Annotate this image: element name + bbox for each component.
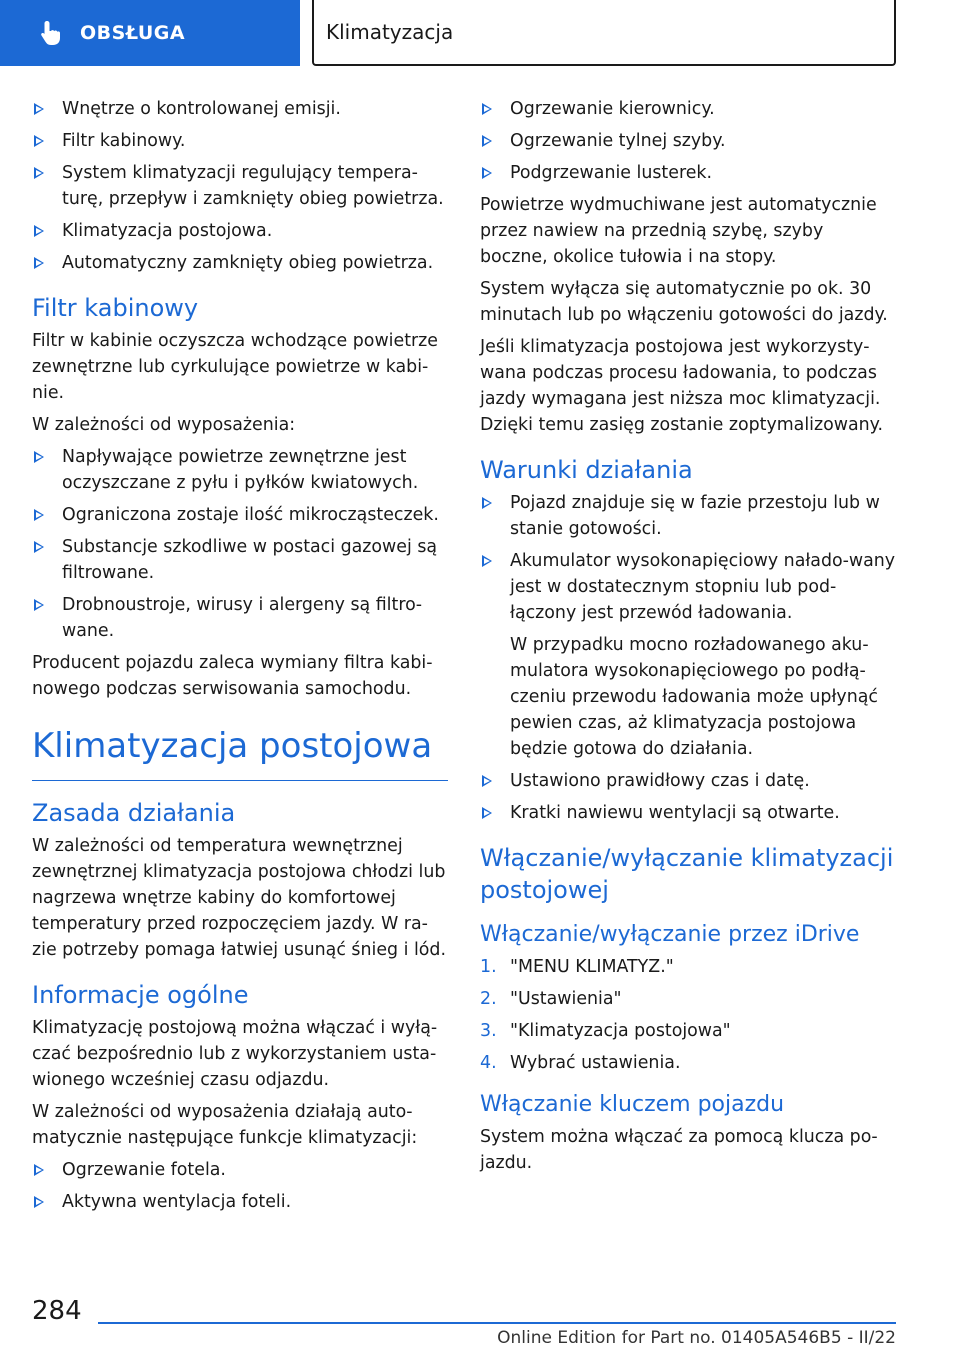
- paragraph: Powietrze wydmuchiwane jest automatycznie przez nawiew na przednią szybę, szyby boczne, okolice tułowia i na stopy.: [480, 195, 877, 267]
- bullet-triangle-icon: [34, 225, 44, 237]
- left-column: [32, 96, 448, 1221]
- heading-informacje-ogolne: Informacje ogólne: [32, 981, 249, 1009]
- list-item: 2. "Ustawienia": [480, 989, 622, 1009]
- bullet-triangle-icon: [34, 257, 44, 269]
- list-item: Ogrzewanie kierownicy.: [480, 96, 896, 122]
- list-item: Ogrzewanie tylnej szyby.: [480, 128, 896, 154]
- paragraph: Producent pojazdu zaleca wymiany filtra kabi‐nowego podczas serwisowania samochodu.: [32, 653, 433, 699]
- list-item: Aktywna wentylacja foteli.: [32, 1189, 448, 1215]
- right-column: [480, 96, 896, 1182]
- bullet-triangle-icon: [482, 497, 492, 509]
- numbered-list: [480, 954, 896, 1076]
- bullet-list: [480, 768, 896, 826]
- list-item: Drobnoustroje, wirusy i alergeny są filtro‐wane.: [32, 592, 448, 644]
- bullet-triangle-icon: [482, 775, 492, 787]
- list-item: Automatyczny zamknięty obieg powietrza.: [32, 250, 448, 276]
- list-item: Filtr kabinowy.: [32, 128, 448, 154]
- footer-divider: [98, 1322, 896, 1324]
- bullet-triangle-icon: [34, 103, 44, 115]
- edition-note: Online Edition for Part no. 01405A546B5 - II/22: [497, 1328, 896, 1348]
- paragraph: Filtr w kabinie oczyszcza wchodzące powietrze zewnętrzne lub cyrkulujące powietrze w kabi‐nie.: [32, 331, 438, 403]
- page-number: 284: [32, 1296, 82, 1326]
- list-item: Ustawiono prawidłowy czas i datę.: [480, 768, 896, 794]
- list-item: Klimatyzacja postojowa.: [32, 218, 448, 244]
- list-item: Ogrzewanie fotela.: [32, 1157, 448, 1183]
- list-item: Napływające powietrze zewnętrzne jest oczyszczane z pyłu i pyłków kwiatowych.: [32, 444, 448, 496]
- bullet-triangle-icon: [482, 167, 492, 179]
- list-item: System klimatyzacji regulujący tempera‐turę, przepływ i zamknięty obieg powietrza.: [32, 160, 448, 212]
- bullet-triangle-icon: [34, 541, 44, 553]
- heading-zasada-dzialania: Zasada działania: [32, 799, 236, 827]
- paragraph: Jeśli klimatyzacja postojowa jest wykorzysty‐wana podczas procesu ładowania, to podczas jazdy wymagana jest niższa moc klimatyzacji. Dzięki temu zasięg zostanie zoptymalizowany.: [480, 337, 884, 435]
- list-item: 4. Wybrać ustawienia.: [480, 1053, 681, 1073]
- heading-warunki-dzialania: Warunki działania: [480, 456, 693, 484]
- paragraph: System można włączać za pomocą klucza po‐jazdu.: [480, 1127, 878, 1173]
- heading-filtr-kabinowy: Filtr kabinowy: [32, 294, 199, 322]
- list-item: Ograniczona zostaje ilość mikrocząsteczek.: [32, 502, 448, 528]
- list-item: 3. "Klimatyzacja postojowa": [480, 1021, 731, 1041]
- indented-paragraph: W przypadku mocno rozładowanego aku‐mulatora wysokonapięciowego po podłą‐czeniu przewodu ładowania może upłynąć pewien czas, aż klimatyzacja postojowa będzie gotowa do działania.: [510, 635, 878, 759]
- heading-kluczem-pojazdu: Włączanie kluczem pojazdu: [480, 1092, 785, 1117]
- list-item: Substancje szkodliwe w postaci gazowej są filtrowane.: [32, 534, 448, 586]
- list-item: Kratki nawiewu wentylacji są otwarte.: [480, 800, 896, 826]
- heading-wlaczanie-klimatyzacji: Włączanie/wyłączanie klimatyzacji postojowej: [480, 844, 894, 904]
- list-item: Wnętrze o kontrolowanej emisji.: [32, 96, 448, 122]
- list-item: Pojazd znajduje się w fazie przestoju lub w stanie gotowości.: [480, 490, 896, 542]
- chapter-header: [312, 0, 896, 66]
- bullet-triangle-icon: [34, 451, 44, 463]
- section-tab: [0, 0, 300, 66]
- paragraph: W zależności od temperatura wewnętrznej zewnętrznej klimatyzacja postojowa chłodzi lub nagrzewa wnętrze kabiny do komfortowej temperatury przed rozpoczęciem jazdy. W ra‐zie potrzeby pomaga łatwiej usunąć śnieg i lód.: [32, 836, 447, 960]
- heading-idrive: Włączanie/wyłączanie przez iDrive: [480, 922, 860, 947]
- hand-pointer-icon: [36, 18, 66, 48]
- paragraph: Klimatyzację postojową można włączać i wyłą‐czać bezpośrednio lub z wykorzystaniem usta‐wionego wcześniej czasu odjazdu.: [32, 1018, 438, 1090]
- bullet-list: [32, 96, 448, 276]
- list-item: 1. "MENU KLIMATYZ.": [480, 957, 674, 977]
- heading-klimatyzacja-postojowa: Klimatyzacja postojowa: [32, 724, 448, 781]
- list-item: Akumulator wysokonapięciowy nałado‐wany jest w dostatecznym stopniu lub pod‐łączony jest przewód ładowania.: [480, 548, 896, 626]
- bullet-triangle-icon: [34, 509, 44, 521]
- paragraph: W zależności od wyposażenia:: [32, 415, 296, 435]
- bullet-triangle-icon: [482, 555, 492, 567]
- bullet-triangle-icon: [482, 103, 492, 115]
- section-title: OBSŁUGA: [80, 22, 186, 44]
- bullet-list: [480, 96, 896, 186]
- bullet-triangle-icon: [34, 599, 44, 611]
- bullet-triangle-icon: [482, 807, 492, 819]
- bullet-triangle-icon: [34, 167, 44, 179]
- bullet-triangle-icon: [34, 135, 44, 147]
- paragraph: W zależności od wyposażenia działają auto‐matycznie następujące funkcje klimatyzacji:: [32, 1102, 418, 1148]
- bullet-triangle-icon: [34, 1164, 44, 1176]
- bullet-list: [32, 1157, 448, 1215]
- bullet-list: [480, 490, 896, 626]
- chapter-title: Klimatyzacja: [326, 20, 454, 44]
- paragraph: System wyłącza się automatycznie po ok. 30 minutach lub po włączeniu gotowości do jazdy.: [480, 279, 888, 325]
- list-item: Podgrzewanie lusterek.: [480, 160, 896, 186]
- bullet-triangle-icon: [34, 1196, 44, 1208]
- bullet-triangle-icon: [482, 135, 492, 147]
- bullet-list: [32, 444, 448, 644]
